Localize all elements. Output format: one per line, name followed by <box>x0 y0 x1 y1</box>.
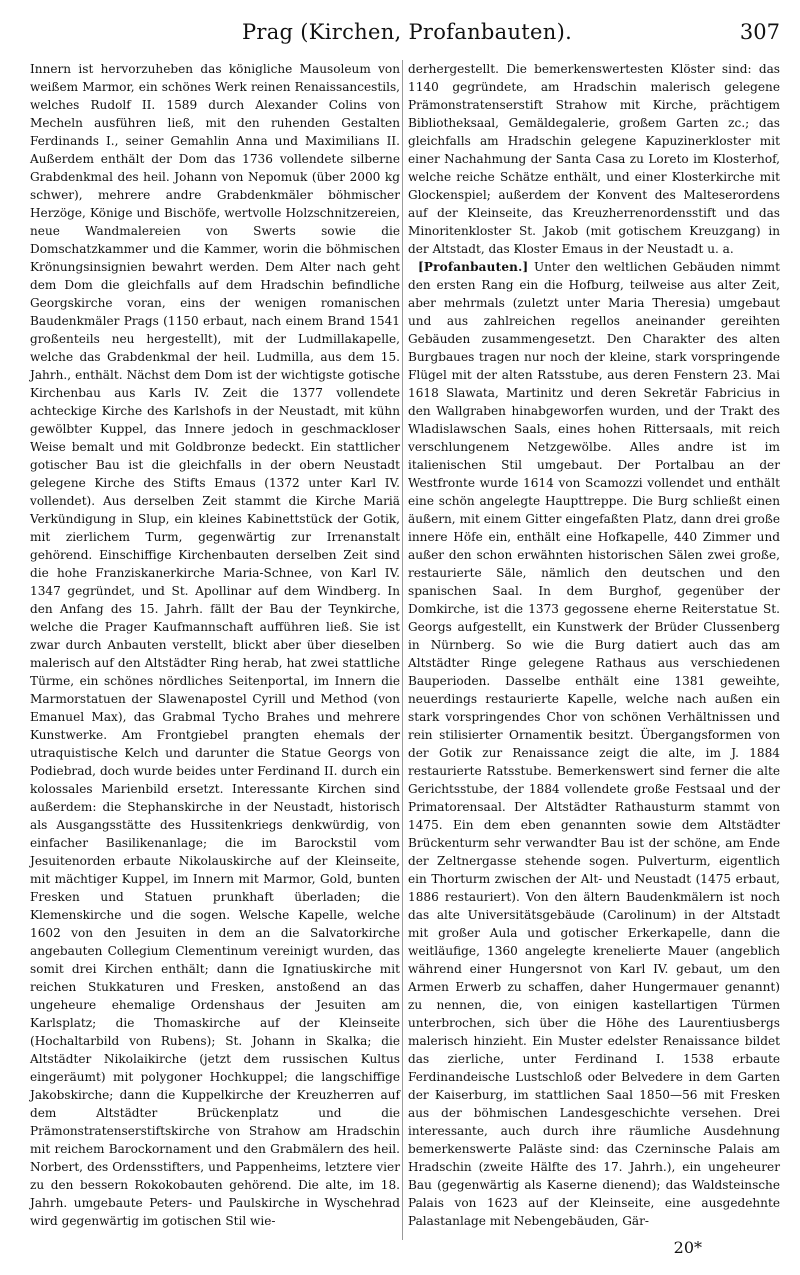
signature-mark: 20* <box>673 1238 702 1257</box>
page-header <box>34 20 780 50</box>
left-column-text: Innern ist hervorzuheben das königliche Mausoleum von weißem Marmor, ein schönes Werk reinen Renaissancestils, welches Rudolf II. 1589 durch Alexander Colins von Mecheln ausführen ließ, mit den ruhenden Gestalten Ferdinands I., seiner Gemahlin Anna und Maximilians II. Außerdem enthält der Dom das 1736 vollendete silberne Grabdenkmal des heil. Johann von Nepomuk (über 2000 kg schwer), mehrere andre Grabdenkmäler böhmischer Herzöge, Könige und Bischöfe, wertvolle Holzschnitzereien, neue Wandmalereien von Swerts sowie die Domschatzkammer und die Kammer, worin die böhmischen Krönungsinsignien bewahrt werden. Dem Alter nach geht dem Dom die gleichfalls auf dem Hradschin befindliche Georgskirche voran, eins der wenigen romanischen Baudenkmäler Prags (1150 erbaut, nach einem Brand 1541 großenteils neu hergestellt), mit der Ludmillakapelle, welche das Grabdenkmal der heil. Ludmilla, aus dem 15. Jahrh., enthält. Nächst dem Dom ist der wichtigste gotische Kirchenbau aus Karls IV. Zeit die 1377 vollendete achteckige Kirche des Karlshofs in der Neustadt, mit kühn gewölbter Kuppel, das Innere jedoch in geschmackloser Weise bemalt und mit Goldbronze bedeckt. Ein stattlicher gotischer Bau ist die gleichfalls in der obern Neustadt gelegene Kirche des Stifts Emaus (1372 unter Karl IV. vollendet). Aus derselben Zeit stammt die Kirche Mariä Verkündigung in Slup, ein kleines Kabinettstück der Gotik, mit zierlichem Turm, gegenwärtig zur Irrenanstalt gehörend. Einschiffige Kirchenbauten derselben Zeit sind die hohe Franziskanerkirche Maria-Schnee, von Karl IV. 1347 gegründet, und St. Apollinar auf dem Windberg. In den Anfang des 15. Jahrh. fällt der Bau der Teynkirche, welche die Prager Kaufmannschaft aufführen ließ. Sie ist zwar durch Anbauten verstellt, blickt aber über dieselben malerisch auf den Altstädter Ring herab, hat zwei stattliche Türme, ein schönes nördliches Seitenportal, im Innern die Marmorstatuen der Slawenapostel Cyrill und Method (von Emanuel Max), das Grabmal Tycho Brahes und mehrere Kunstwerke. Am Frontgiebel prangten ehemals der utraquistische Kelch und darunter die Statue Georgs von Podiebrad, doch wurde beides unter Ferdinand II. durch ein kolossales Marienbild ersetzt. Interessante Kirchen sind außerdem: die Stephanskirche in der Neustadt, historisch als Ausgangsstätte des Hussitenkriegs denkwürdig, von einfacher Basilikenanlage; die im Barockstil vom Jesuitenorden erbaute Nikolauskirche auf der Kleinseite, mit mächtiger Kuppel, im Innern mit Marmor, Gold, bunten Fresken und Statuen prunkhaft überladen; die Klemenskirche und die sogen. Welsche Kapelle, welche 1602 von den Jesuiten in dem an die Salvatorkirche angebauten Collegium Clementinum vereinigt wurden, das somit drei Kirchen enthält; dann die Ignatiuskirche mit reichen Stukkaturen und Fresken, anstoßend an das ungeheure ehemalige Ordenshaus der Jesuiten am Karlsplatz; die Thomaskirche auf der Kleinseite (Hochaltarbild von Rubens); St. Johann in Skalka; die Altstädter Nikolaikirche (jetzt dem russischen Kultus eingeräumt) mit polygoner Hochkuppel; die langschiffige Jakobskirche; dann die Kuppelkirche der Kreuzherren auf dem Altstädter Brückenplatz und die Prämonstratenserstiftskirche von Strahow am Hradschin mit reichem Barockornament und den Grabmälern des heil. Norbert, des Ordensstifters, und Pappenheims, letztere vier zu den bessern Rokokobauten gehörend. Die alte, im 18. Jahrh. umgebaute Peters- und Paulskirche in Wyschehrad wird gegenwärtig im gotischen Stil wie- <box>30 62 400 1228</box>
column-divider <box>402 60 403 1240</box>
left-column <box>30 60 400 1230</box>
right-paragraph-1: derhergestellt. Die bemerkenswertesten Klöster sind: das 1140 gegründete, am Hradschin malerisch gelegene Prämonstratenserstift Strahow mit Kirche, prächtigem Bibliotheksaal, Gemäldegalerie, großem Garten zc.; das gleichfalls am Hradschin gelegene Kapuzinerkloster mit einer Nachahmung der Santa Casa zu Loreto im Klosterhof, welche reiche Schätze enthält, und einer Klosterkirche mit Glockenspiel; außerdem der Konvent des Malteserordens auf der Kleinseite, das Kreuzherrenordensstift und das Minoritenkloster St. Jakob (mit gotischem Kreuzgang) in der Altstadt, das Kloster Emaus in der Neustadt u. a. <box>408 62 780 256</box>
section-tag: [Profanbauten.] <box>418 260 529 274</box>
page-number: 307 <box>739 20 780 44</box>
right-paragraph-2-text: Unter den weltlichen Gebäuden nimmt den ersten Rang ein die Hofburg, teilweise aus alter Zeit, aber mehrmals (zuletzt unter Maria Theresia) umgebaut und aus zahlreichen regellos aneinander gereihten Gebäuden zusammengesetzt. Den Charakter des alten Burgbaues tragen nur noch der kleine, stark vorspringende Flügel mit der alten Ratsstube, aus deren Fenstern 23. Mai 1618 Slawata, Martinitz und deren Sekretär Fabricius in den Wallgraben hinabgeworfen wurden, und der Trakt des Wladislawschen Saals, eines hohen Rittersaals, mit reich verschlungenem Netzgewölbe. Alles andre ist im italienischen Stil umgebaut. Der Portalbau an der Westfronte wurde 1614 von Scamozzi vollendet und enthält eine schön angelegte Haupttreppe. Die Burg schließt einen äußern, mit einem Gitter eingefaßten Platz, dann drei große innere Höfe ein, enthält eine Hofkapelle, 440 Zimmer und außer den schon erwähnten historischen Sälen zwei große, restaurierte Säle, nämlich den deutschen und den spanischen Saal. In dem Burghof, gegenüber der Domkirche, ist die 1373 gegossene eherne Reiterstatue St. Georgs aufgestellt, ein Kunstwerk der Brüder Clussenberg in Nürnberg. So wie die Burg datiert auch das am Altstädter Ringe gelegene Rathaus aus verschiedenen Bauperioden. Dasselbe enthält eine 1381 geweihte, neuerdings restaurierte Kapelle, welche nach außen ein stark vorspringendes Chor von schönen Verhältnissen und rein stilisierter Ornamentik besitzt. Übergangsformen von der Gotik zur Renaissance zeigt die alte, im J. 1884 restaurierte Ratsstube. Bemerkenswert sind ferner die alte Gerichtsstube, der 1884 vollendete große Festsaal und der Primatorensaal. Der Altstädter Rathausturm stammt von 1475. Ein dem eben genannten sowie dem Altstädter Brückenturm sehr verwandter Bau ist der schöne, am Ende der Zeltnergasse stehende sogen. Pulverturm, eigentlich ein Thorturm zwischen der Alt- und Neustadt (1475 erbaut, 1886 restauriert). Von den ältern Baudenkmälern ist noch das alte Universitätsgebäude (Carolinum) in der Altstadt mit großer Aula und gotischer Erkerkapelle, dann die weitläufige, 1360 angelegte krenelierte Mauer (angeblich während einer Hungersnot von Karl IV. gebaut, um den Armen Erwerb zu schaffen, daher Hungermauer genannt) zu nennen, die, von einigen kastellartigen Türmen unterbrochen, sich über die Höhe des Laurentiusbergs malerisch hinzieht. Ein Muster edelster Renaissance bildet das zierliche, unter Ferdinand I. 1538 erbaute Ferdinandeische Lustschloß oder Belvedere in dem Garten der Kaiserburg, im stattlichen Saal 1850—56 mit Fresken aus der böhmischen Landesgeschichte versehen. Drei interessante, auch durch ihre räumliche Ausdehnung bemerkenswerte Paläste sind: das Czerninsche Palais am Hradschin (zweite Hälfte des 17. Jahrh.), ein ungeheurer Bau (gegenwärtig als Kaserne dienend); das Waldsteinsche Palais von 1623 auf der Kleinseite, eine ausgedehnte Palastanlage mit Nebengebäuden, Gär- <box>408 260 780 1228</box>
right-paragraph-2 <box>408 258 780 1230</box>
running-title: Prag (Kirchen, Profanbauten). <box>241 20 573 44</box>
right-column <box>408 60 780 1230</box>
